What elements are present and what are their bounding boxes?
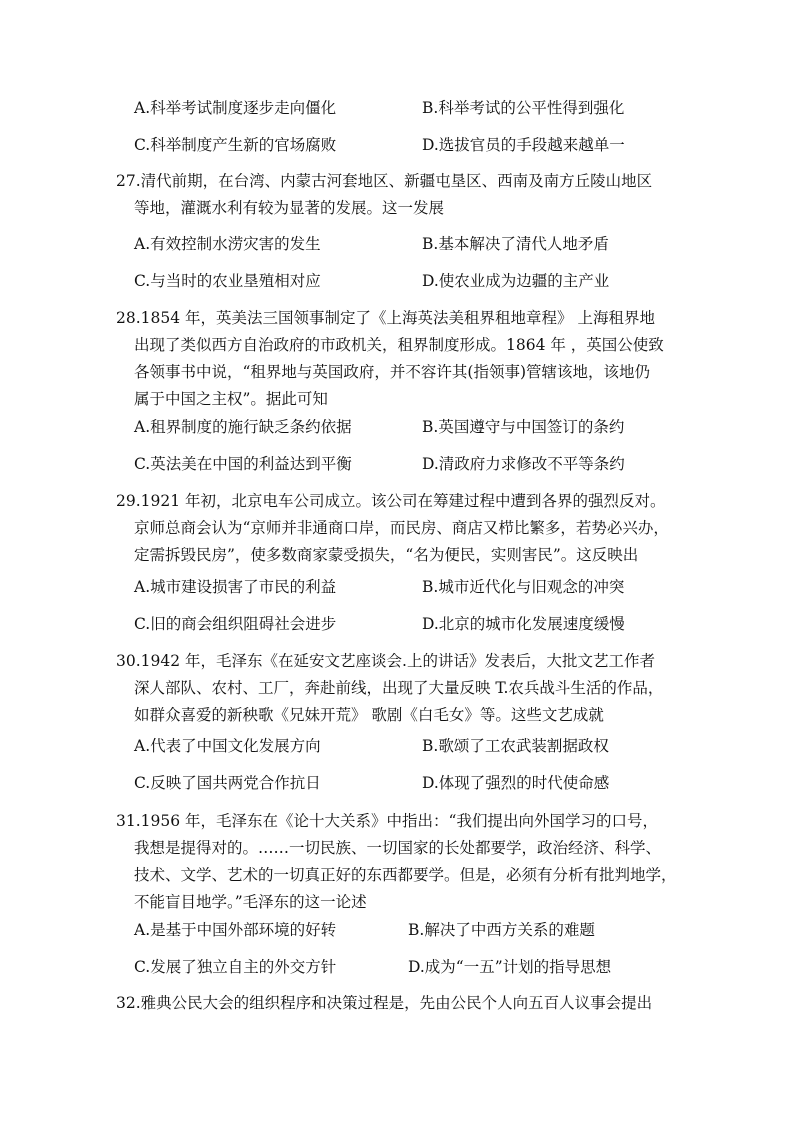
question-29-stem	[116, 488, 691, 569]
question-28-stem	[116, 305, 691, 413]
question-30-line: 30.1942 年，毛泽东《在延安文艺座谈会.上的讲话》发表后，大批文艺工作者	[116, 652, 655, 670]
question-32-line: 32.雅典公民大会的组织程序和决策过程是，先由公民个人向五百人议事会提出	[116, 994, 653, 1012]
q26-options-row-1	[134, 96, 694, 120]
q30-option-a: A.代表了中国文化发展方向	[134, 737, 321, 755]
q30-options-row-2	[134, 771, 694, 795]
q26-option-a: A.科举考试制度逐步走向僵化	[134, 99, 337, 117]
q26-option-c: C.科举制度产生新的官场腐败	[134, 136, 337, 154]
q28-option-a: A.租界制度的施行缺乏条约依据	[134, 418, 352, 436]
question-28-line: 28.1854 年，英美法三国领事制定了《上海英法美租界租地章程》 上海租界地	[116, 309, 655, 327]
q26-options-row-2	[134, 133, 694, 157]
question-29-line: 29.1921 年初，北京电车公司成立。该公司在筹建过程中遭到各界的强烈反对。	[116, 492, 666, 510]
q31-option-d: D.成为“一五”计划的指导思想	[408, 958, 612, 976]
q28-option-d: D.清政府力求修改不平等条约	[422, 455, 625, 473]
question-30-line: 深人部队、农村、工厂，奔赴前线，出现了大量反映 T.农兵战斗生活的作品，	[134, 679, 664, 697]
q31-option-b: B.解决了中西方关系的难题	[408, 921, 595, 939]
question-31-line: 技术、文学、艺术的一切真正好的东西都要学。但是，必须有分析有批判地学，	[134, 866, 677, 884]
q31-options-row-1	[134, 918, 694, 942]
question-29-line: 定需拆毁民房”，使多数商家蒙受损失，“名为便民，实则害民”。这反映出	[134, 546, 639, 564]
question-30-line: 如群众喜爱的新秧歌《兄妹开荒》 歌剧《白毛女》等。这些文艺成就	[134, 706, 604, 724]
q28-option-b: B.英国遵守与中国签订的条约	[422, 418, 625, 436]
question-28-line: 各领事书中说，“租界地与英国政府，并不容许其(指领事)管辖该地，该地仍	[134, 363, 651, 381]
q31-options-row-2	[134, 955, 694, 979]
q30-options-row-1	[134, 734, 694, 758]
q28-options-row-2	[134, 452, 694, 476]
question-32-stem	[116, 990, 691, 1017]
q27-option-b: B.基本解决了清代人地矛盾	[422, 235, 609, 253]
q27-options-row-1	[134, 232, 694, 256]
q29-option-a: A.城市建设损害了市民的利益	[134, 578, 337, 596]
question-27-line: 等地，灌溉水利有较为显著的发展。这一发展	[134, 199, 445, 217]
q30-option-c: C.反映了国共两党合作抗日	[134, 774, 321, 792]
question-31-line: 我想是提得对的。……一切民族、一切国家的长处都要学，政治经济、科学、	[134, 839, 662, 857]
q29-options-row-1	[134, 575, 694, 599]
q29-option-d: D.北京的城市化发展速度缓慢	[422, 615, 625, 633]
q26-option-d: D.选拔官员的手段越来越单一	[422, 136, 625, 154]
q27-options-row-2	[134, 269, 694, 293]
q30-option-d: D.体现了强烈的时代使命感	[422, 774, 610, 792]
question-28-line: 属于中国之主权”。据此可知	[134, 390, 328, 408]
question-31-stem	[116, 808, 691, 916]
q28-options-row-1	[134, 415, 694, 439]
q31-option-a: A.是基于中国外部环境的好转	[134, 921, 337, 939]
q29-option-b: B.城市近代化与旧观念的冲突	[422, 578, 625, 596]
question-28-line: 出现了类似西方自治政府的市政机关，租界制度形成。1864 年 ，英国公使致	[134, 336, 664, 354]
q27-option-c: C.与当时的农业垦殖相对应	[134, 272, 321, 290]
q28-option-c: C.英法美在中国的利益达到平衡	[134, 455, 352, 473]
q30-option-b: B.歌颂了工农武装割据政权	[422, 737, 609, 755]
question-31-line: 31.1956 年，毛泽东在《论十大关系》中指出：“我们提出向外国学习的口号，	[116, 812, 658, 830]
question-29-line: 京师总商会认为“京师并非通商口岸，而民房、商店又栉比繁多，若势必兴办，	[134, 519, 669, 537]
q29-option-c: C.旧的商会组织阻碍社会进步	[134, 615, 337, 633]
question-31-line: 不能盲目地学。”毛泽东的这一论述	[134, 893, 367, 911]
question-27-stem	[116, 168, 691, 222]
q27-option-d: D.使农业成为边疆的主产业	[422, 272, 610, 290]
q27-option-a: A.有效控制水涝灾害的发生	[134, 235, 321, 253]
q26-option-b: B.科举考试的公平性得到强化	[422, 99, 625, 117]
q31-option-c: C.发展了独立自主的外交方针	[134, 958, 337, 976]
q29-options-row-2	[134, 612, 694, 636]
question-27-line: 27.清代前期，在台湾、内蒙古河套地区、新疆屯垦区、西南及南方丘陵山地区	[116, 172, 653, 190]
question-30-stem	[116, 648, 691, 729]
